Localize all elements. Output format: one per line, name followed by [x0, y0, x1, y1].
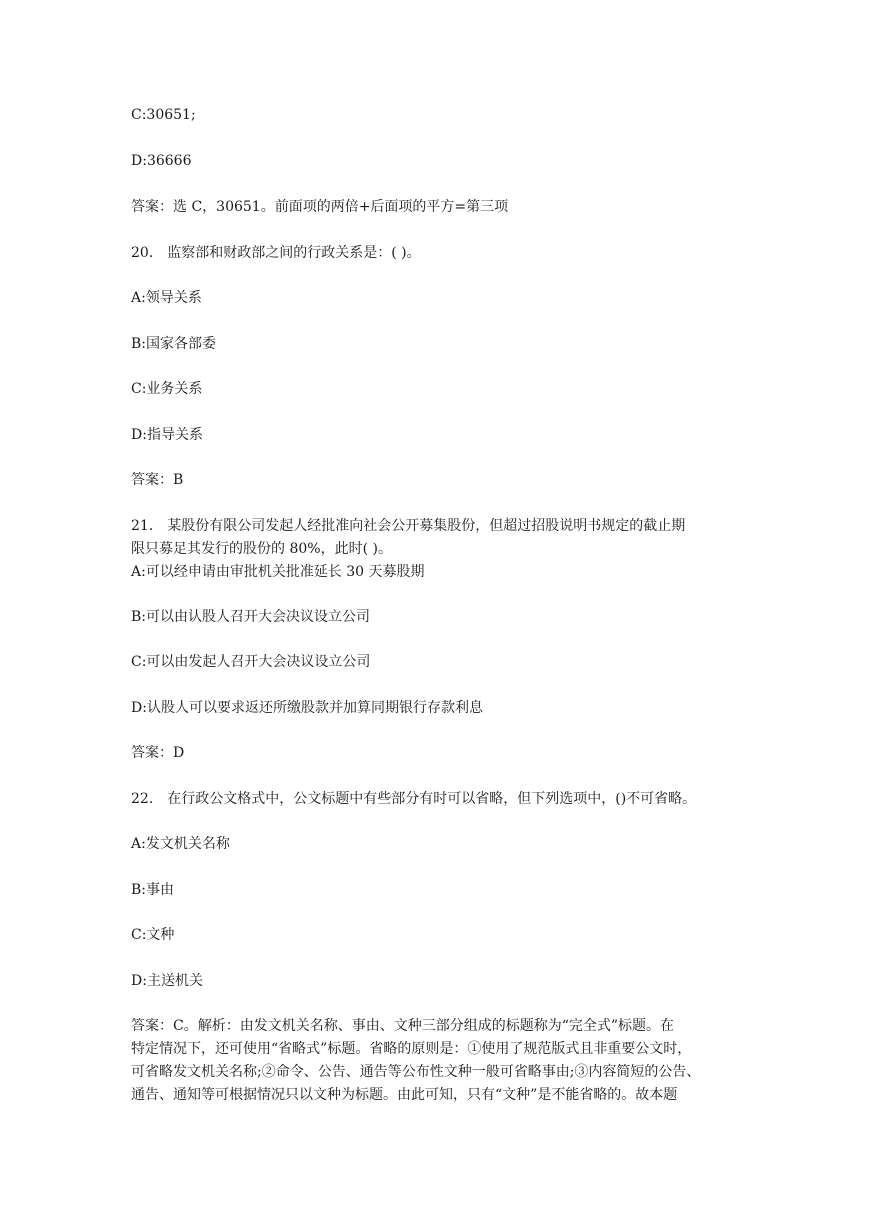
q22-answer-line1: 答案：C。解析：由发文机关名称、事由、文种三部分组成的标题称为“完全式”标题。在 [131, 1018, 675, 1034]
q21-option-b: B:可以由认股人召开大会决议设立公司 [131, 609, 371, 625]
q22-option-c: C:文种 [131, 927, 175, 943]
q21-option-a: A:可以经申请由审批机关批准延长 30 天募股期 [131, 564, 425, 580]
q20-option-b: B:国家各部委 [131, 336, 217, 352]
q20-option-d: D:指导关系 [131, 427, 203, 443]
q19-answer: 答案：选 C，30651。前面项的两倍+后面项的平方=第三项 [131, 199, 509, 215]
q22-option-b: B:事由 [131, 882, 175, 898]
q20-question: 20． 监察部和财政部之间的行政关系是：( )。 [131, 245, 421, 261]
q22-answer-line4: 通告、通知等可根据情况只以文种为标题。由此可知，只有“文种”是不能省略的。故本题 [131, 1087, 678, 1103]
q22-answer-line2: 特定情况下，还可使用“省略式”标题。省略的原则是：①使用了规范版式且非重要公文时， [131, 1041, 692, 1057]
q19-option-c: C:30651; [131, 107, 196, 123]
q20-answer: 答案：B [131, 472, 184, 488]
q19-option-d: D:36666 [131, 153, 192, 169]
q21-answer: 答案：D [131, 745, 185, 761]
q21-option-c: C:可以由发起人召开大会决议设立公司 [131, 654, 371, 670]
q21-option-d: D:认股人可以要求返还所缴股款并加算同期银行存款利息 [131, 700, 483, 716]
q22-option-a: A:发文机关名称 [131, 836, 230, 852]
q22-question: 22． 在行政公文格式中，公文标题中有些部分有时可以省略，但下列选项中，()不可省略。 [131, 791, 697, 807]
q20-option-a: A:领导关系 [131, 290, 202, 306]
q20-option-c: C:业务关系 [131, 381, 203, 397]
q21-question-line2: 限只募足其发行的股份的 80%，此时( )。 [131, 541, 392, 557]
q22-answer-line3: 可省略发文机关名称;②命令、公告、通告等公布性文种一般可省略事由;③内容简短的公告、 [131, 1064, 701, 1080]
q21-question-line1: 21． 某股份有限公司发起人经批准向社会公开募集股份，但超过招股说明书规定的截止期 [131, 518, 686, 534]
q22-option-d: D:主送机关 [131, 973, 203, 989]
